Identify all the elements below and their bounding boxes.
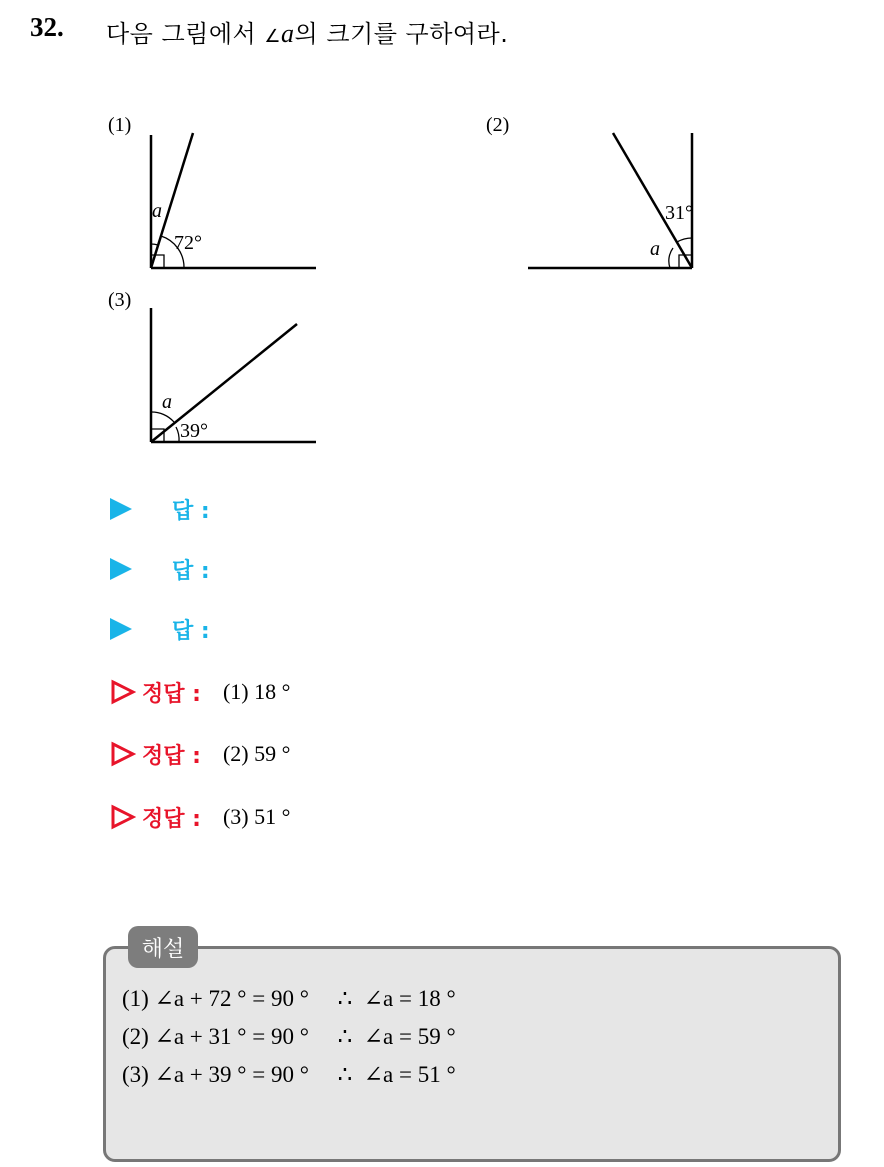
question-number: 32.	[30, 12, 64, 42]
figure-3-given-angle: 39°	[180, 420, 208, 442]
figure-3-slanted-ray	[151, 324, 297, 442]
answer-row-1[interactable]	[110, 492, 210, 526]
explanation-box	[103, 946, 841, 1162]
play-triangle-icon	[110, 498, 132, 520]
solution-row-3	[110, 800, 290, 834]
outline-triangle-icon	[110, 741, 136, 767]
figure-3-arc-a	[151, 412, 174, 422]
figure-3-label: (3)	[108, 289, 132, 311]
solution-label: 정답 :	[142, 743, 201, 769]
solution-label: 정답 :	[142, 681, 201, 707]
play-triangle-icon	[110, 558, 132, 580]
figure-2-var-a: a	[650, 238, 660, 260]
figure-1-given-angle: 72°	[174, 232, 202, 254]
answer-label: 답 :	[172, 498, 210, 524]
explanation-line-1: (1) ∠a + 72 ° = 90 ° ∴ ∠a = 18 °	[122, 986, 456, 1011]
figure-3-arc-given	[176, 427, 179, 442]
figure-2-arc-given	[677, 238, 692, 242]
question-text-after: 의 크기를 구하여라.	[294, 20, 509, 48]
figure-1-label: (1)	[108, 114, 132, 136]
figure-2-label: (2)	[486, 114, 510, 136]
figure-1-var-a: a	[152, 200, 162, 222]
figure-2	[480, 105, 710, 280]
angle-symbol: ∠	[264, 26, 282, 47]
solution-label: 정답 :	[142, 806, 201, 832]
figure-3-var-a: a	[162, 391, 172, 413]
figure-2-given-angle: 31°	[665, 202, 693, 224]
explanation-line-3: (3) ∠a + 39 ° = 90 ° ∴ ∠a = 51 °	[122, 1062, 456, 1087]
outline-triangle-icon	[110, 679, 136, 705]
figure-3	[100, 280, 330, 455]
answer-row-3[interactable]	[110, 612, 210, 646]
question-text-before: 다음 그림에서	[106, 20, 265, 48]
solution-row-1	[110, 675, 290, 709]
solution-value: (3) 51 °	[222, 804, 291, 829]
figure-2-arc-a	[669, 248, 673, 268]
explanation-line-2: (2) ∠a + 31 ° = 90 ° ∴ ∠a = 59 °	[122, 1024, 456, 1049]
question-text	[106, 14, 508, 49]
answer-label: 답 :	[172, 558, 210, 584]
question-variable: a	[281, 19, 295, 48]
solution-value: (1) 18 °	[222, 679, 291, 704]
solution-row-2	[110, 737, 290, 771]
answer-label: 답 :	[172, 618, 210, 644]
outline-triangle-icon	[110, 804, 136, 830]
solution-value: (2) 59 °	[222, 741, 291, 766]
answer-row-2[interactable]	[110, 552, 210, 586]
explanation-tab: 해설	[128, 926, 198, 968]
play-triangle-icon	[110, 618, 132, 640]
figure-1	[100, 105, 330, 280]
